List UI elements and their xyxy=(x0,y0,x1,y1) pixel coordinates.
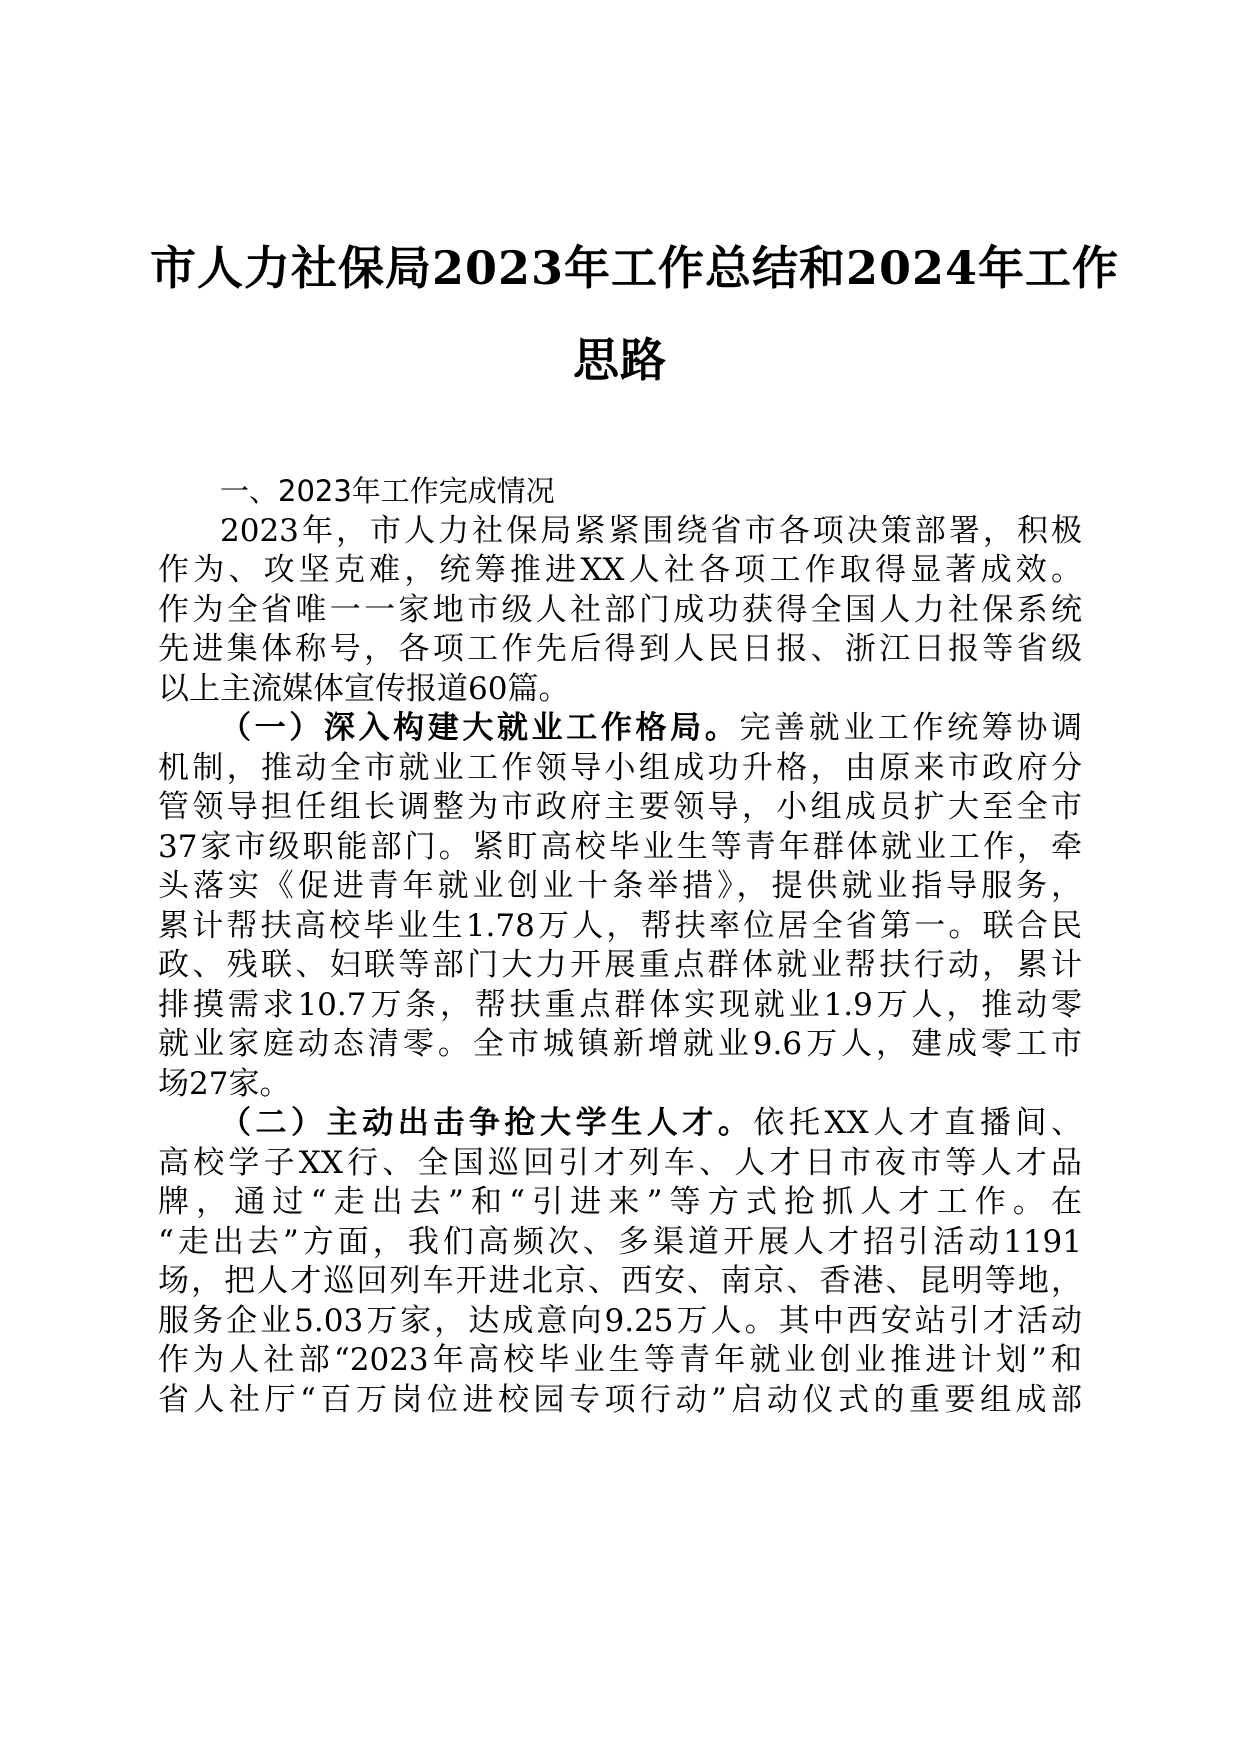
paragraph-line: 作为、攻坚克难，统筹推进XX人社各项工作取得显著成效。 xyxy=(158,552,1082,588)
paragraph-text: 完善就业工作统筹协调 xyxy=(739,710,1082,746)
paragraph-line: 牌，通过“走出去”和“引进来”等方式抢抓人才工作。在 xyxy=(158,1184,1082,1220)
paragraph-line: 机制，推动全市就业工作领导小组成功升格，由原来市政府分 xyxy=(158,749,1082,786)
paragraph-line: “走出去”方面，我们高频次、多渠道开展人才招引活动1191 xyxy=(158,1223,1082,1260)
paragraph-line: 累计帮扶高校毕业生1.78万人，帮扶率位居全省第一。联合民 xyxy=(158,907,1082,944)
paragraph-line: 作为全省唯一一家地市级人社部门成功获得全国人力社保系统 xyxy=(158,591,1082,628)
paragraph-first-line xyxy=(158,1104,1082,1144)
section-heading: 一、2023年工作完成情况 xyxy=(220,474,555,508)
paragraph-line: 场27家。 xyxy=(158,1065,291,1102)
paragraph-line: 排摸需求10.7万条，帮扶重点群体实现就业1.9万人，推动零 xyxy=(158,986,1082,1023)
subsection-lead: （一）深入构建大就业工作格局。 xyxy=(220,710,740,746)
paragraph-line: 高校学子XX行、全国巡回引才列车、人才日市夜市等人才品 xyxy=(158,1144,1082,1181)
paragraph-line: 就业家庭动态清零。全市城镇新增就业9.6万人，建成零工市 xyxy=(158,1026,1082,1062)
paragraph-line: 服务企业5.03万家，达成意向9.25万人。其中西安站引才活动 xyxy=(158,1302,1082,1339)
title-line-1: 市人力社保局2023年工作总结和2024年工作 xyxy=(150,241,1120,295)
paragraph-line: 场，把人才巡回列车开进北京、西安、南京、香港、昆明等地， xyxy=(158,1263,1082,1299)
paragraph-line: 以上主流媒体宣传报道60篇。 xyxy=(158,670,570,707)
document-body xyxy=(158,472,1082,1420)
paragraph-first-line xyxy=(158,709,1082,749)
paragraph-line: 作为人社部“2023年高校毕业生等青年就业创业推进计划”和 xyxy=(158,1342,1082,1378)
paragraph-line: 2023年，市人力社保局紧紧围绕省市各项决策部署，积极 xyxy=(220,512,1082,549)
paragraph-line: 头落实《促进青年就业创业十条举措》，提供就业指导服务， xyxy=(158,868,1082,904)
paragraph-text: 依托XX人才直播间、 xyxy=(753,1105,1083,1141)
paragraph-line: 先进集体称号，各项工作先后得到人民日报、浙江日报等省级 xyxy=(158,631,1082,667)
title-line-2: 思路 xyxy=(573,333,667,387)
paragraph-line: 政、残联、妇联等部门大力开展重点群体就业帮扶行动，累计 xyxy=(158,947,1082,983)
paragraph-line: 37家市级职能部门。紧盯高校毕业生等青年群体就业工作，牵 xyxy=(158,828,1082,865)
subsection-lead: （二）主动出击争抢大学生人才。 xyxy=(220,1105,754,1141)
paragraph-line: 管领导担任组长调整为市政府主要领导，小组成员扩大至全市 xyxy=(158,789,1082,825)
document-title xyxy=(150,222,1120,406)
paragraph-line: 省人社厅“百万岗位进校园专项行动”启动仪式的重要组成部 xyxy=(158,1381,1082,1418)
